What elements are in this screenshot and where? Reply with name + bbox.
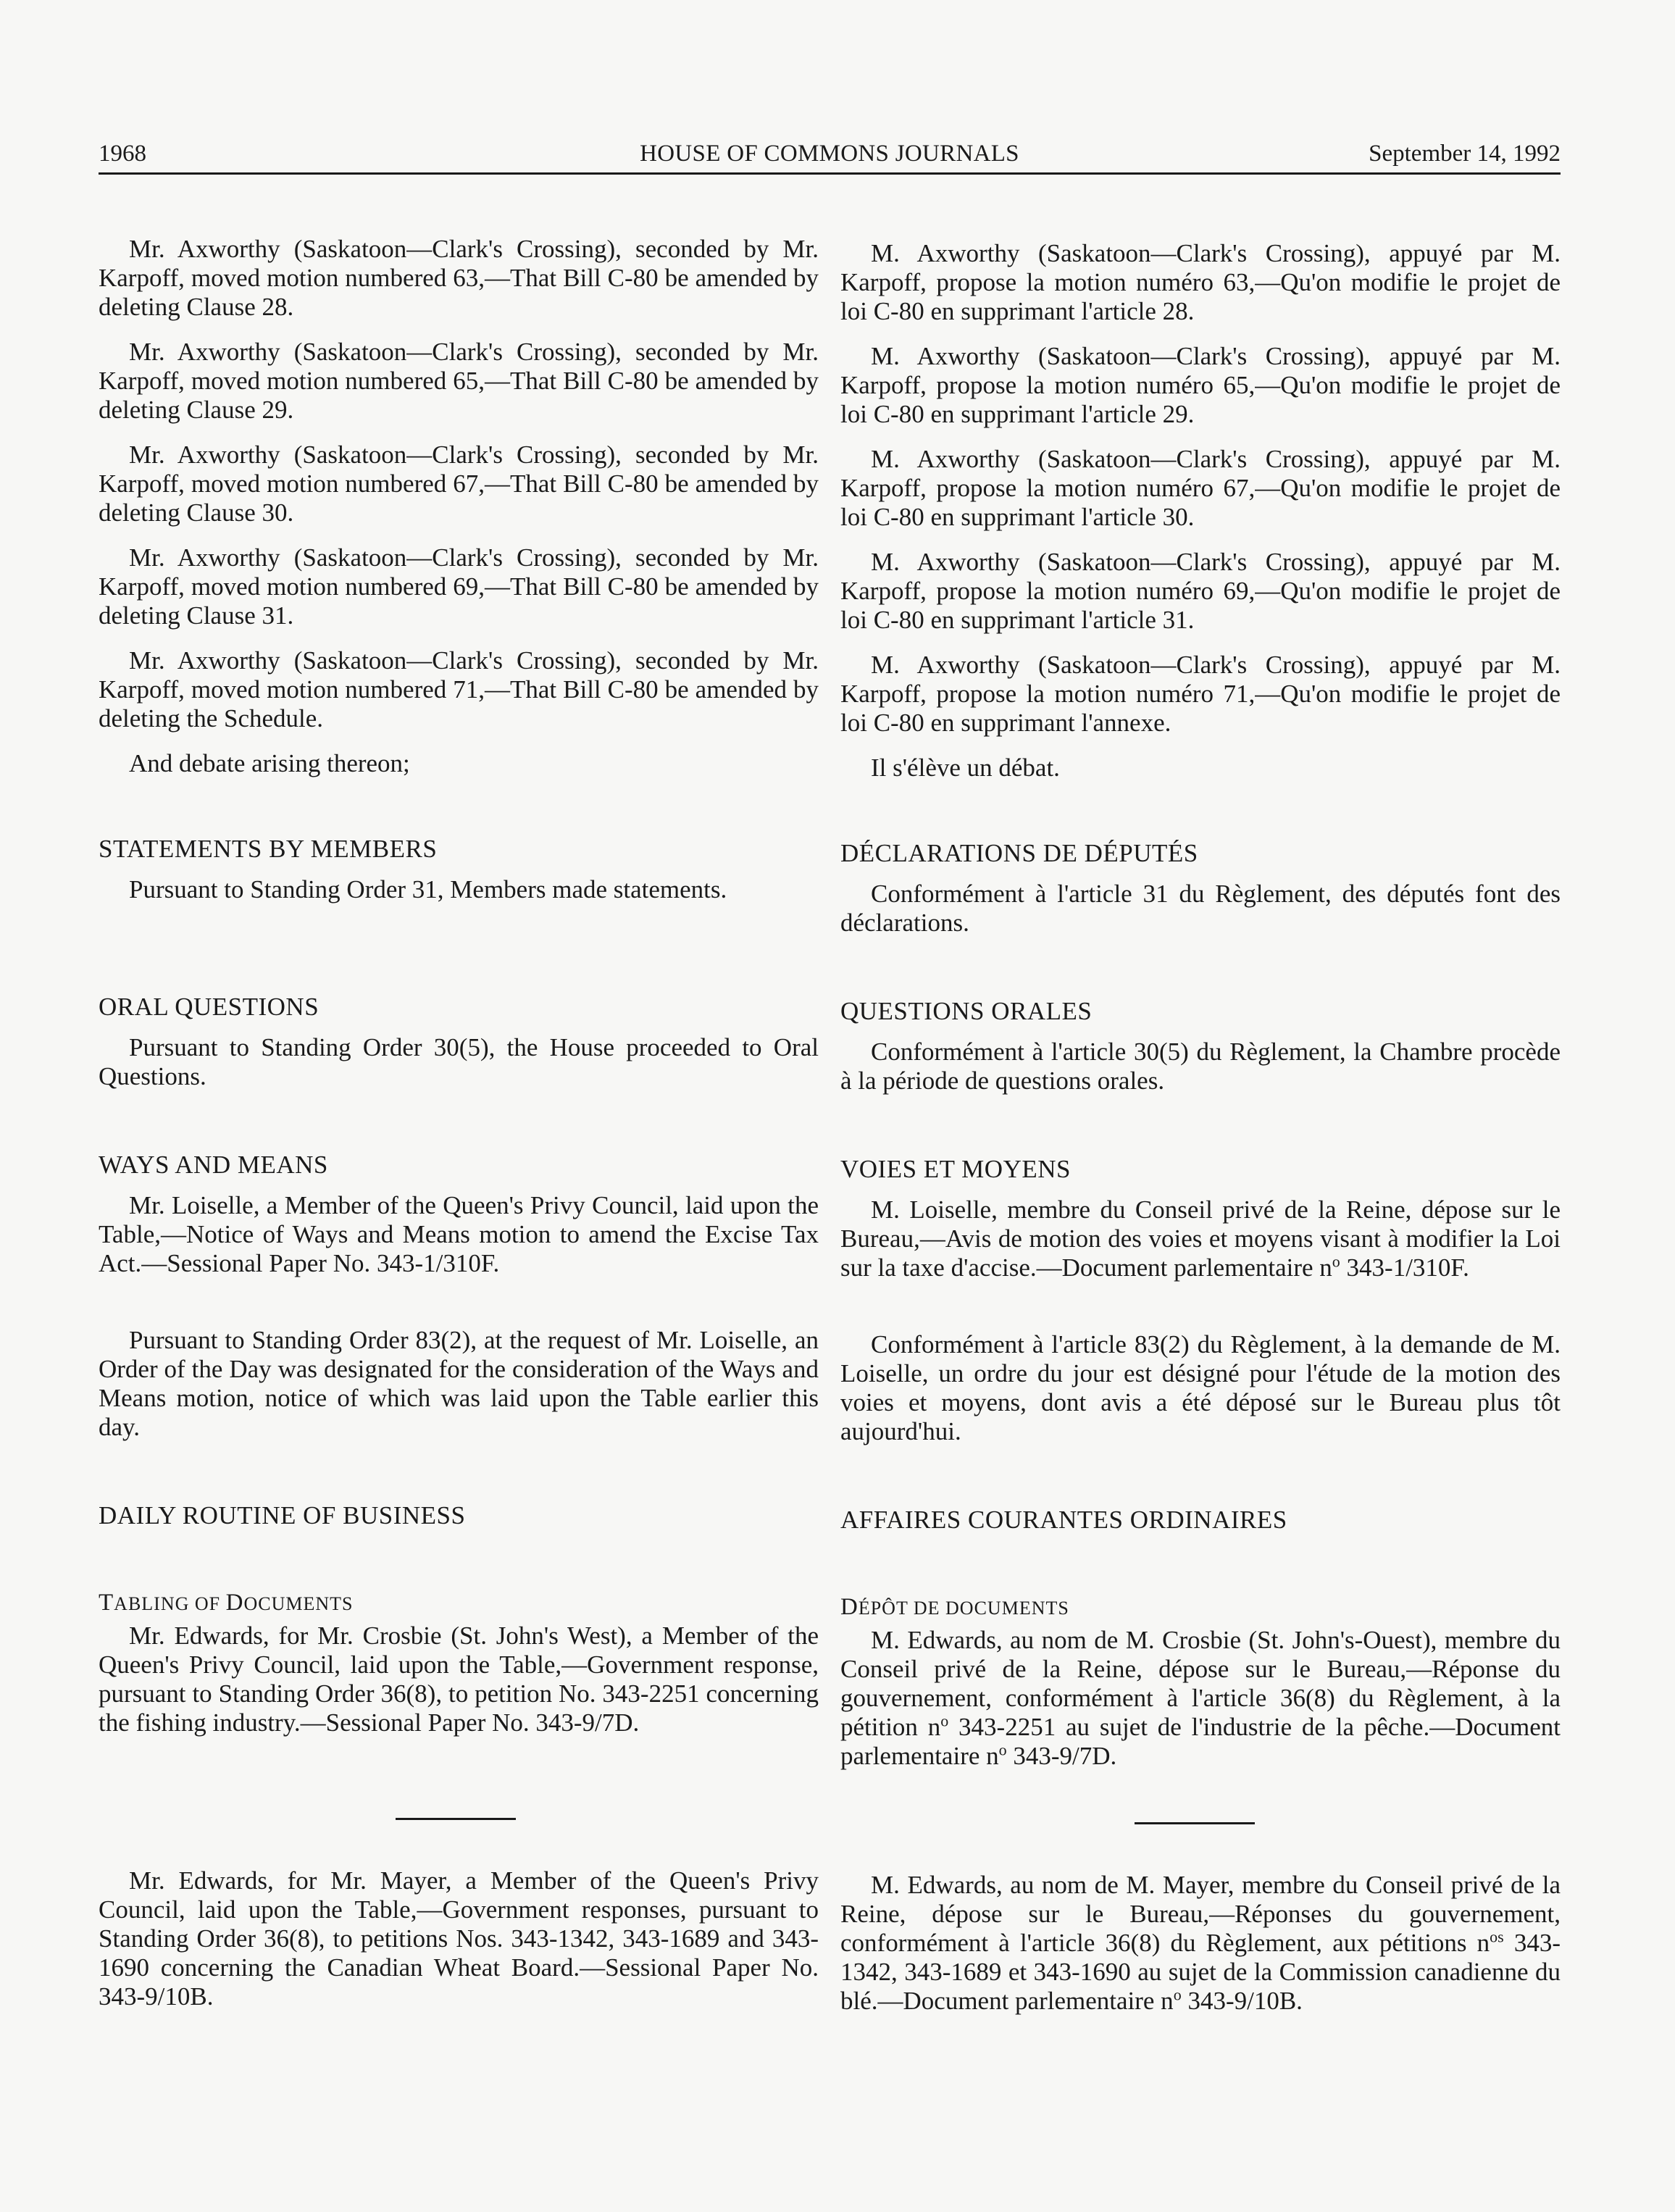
section-text: Mr. Loiselle, a Member of the Queen's Privy Council, laid upon the Table,—Notice of Ways and Means motion to amend the Excise Tax Act.—Sessional Paper No. 343-1/310F. [99, 1191, 819, 1277]
subsection-heading: TABLING OF DOCUMENTS [99, 1590, 354, 1616]
section-text: Pursuant to Standing Order 83(2), at the request of Mr. Loiselle, an Order of the Day was designated for the consideration of the Ways and Means motion, notice of which was laid upon the Table earlier this day. [99, 1326, 819, 1441]
motion-paragraph: Mr. Axworthy (Saskatoon—Clark's Crossing), seconded by Mr. Karpoff, moved motion numbered 63,—That Bill C-80 be amended by deleting Clause 28. [99, 235, 819, 321]
motion-paragraph: M. Axworthy (Saskatoon—Clark's Crossing), appuyé par M. Karpoff, propose la motion numéro 65,—Qu'on modifie le projet de loi C-80 en supprimant l'article 29. [840, 342, 1561, 428]
section-text: Conformément à l'article 83(2) du Règlement, à la demande de M. Loiselle, un ordre du jour est désigné pour l'étude de la motion des voies et moyens, dont avis a été déposé sur le Bureau plus tôt aujourd'hui. [840, 1330, 1561, 1445]
motion-paragraph: M. Axworthy (Saskatoon—Clark's Crossing), appuyé par M. Karpoff, propose la motion numéro 69,—Qu'on modifie le projet de loi C-80 en supprimant l'article 31. [840, 548, 1561, 634]
separator-rule [396, 1818, 516, 1820]
section-ways-and-means [99, 1151, 819, 1278]
section-text: Conformément à l'article 30(5) du Règlement, la Chambre procède à la période de questions orales. [840, 1038, 1561, 1095]
journal-title: HOUSE OF COMMONS JOURNALS [640, 141, 1019, 167]
section-statements [99, 835, 819, 904]
section-text-block [840, 1330, 1561, 1446]
section-text: Conformément à l'article 31 du Règlement, des députés font des déclarations. [840, 880, 1561, 937]
section-oral-questions [840, 997, 1561, 1095]
section-text: Pursuant to Standing Order 31, Members made statements. [129, 875, 727, 903]
section-oral-questions [99, 993, 819, 1091]
section-heading: AFFAIRES COURANTES ORDINAIRES [840, 1506, 1287, 1534]
section-heading: QUESTIONS ORALES [840, 997, 1093, 1025]
section-text: M. Edwards, au nom de M. Crosbie (St. John's-Ouest), membre du Conseil privé de la Reine, dépose sur le Bureau,—Réponse du gouvernement, conformément à l'article 36(8) du Règlement, à la pétition $n^o$ 343-2251 au sujet de l'industrie de la pêche.—Document parlementaire $n^o$ 343-9/7D. [840, 1626, 1561, 1770]
section-heading: VOIES ET MOYENS [840, 1155, 1071, 1183]
section-routine [840, 1506, 1561, 1535]
motion-paragraph: Mr. Axworthy (Saskatoon—Clark's Crossing), seconded by Mr. Karpoff, moved motion numbered 65,—That Bill C-80 be amended by deleting Clause 29. [99, 338, 819, 424]
section-text: M. Loiselle, membre du Conseil privé de la Reine, dépose sur le Bureau,—Avis de motion des voies et moyens visant à modifier la Loi sur la taxe d'accise.—Document parlementaire $n^o$ 343-1/310F. [840, 1195, 1561, 1282]
section-routine [99, 1501, 819, 1530]
section-text-block [99, 1326, 819, 1442]
section-heading: WAYS AND MEANS [99, 1151, 328, 1179]
section-text: Pursuant to Standing Order 30(5), the House proceeded to Oral Questions. [99, 1033, 819, 1090]
section-text-block [99, 1866, 819, 2011]
section-ways-and-means [840, 1155, 1561, 1282]
section-text: Mr. Edwards, for Mr. Mayer, a Member of the Queen's Privy Council, laid upon the Table,—Government responses, pursuant to Standing Order 36(8), to petitions Nos. 343-1342, 343-1689 and 343-1690 concerning the Canadian Wheat Board.—Sessional Paper No. 343-9/10B. [99, 1866, 819, 2011]
motion-paragraph: Mr. Axworthy (Saskatoon—Clark's Crossing), seconded by Mr. Karpoff, moved motion numbered 69,—That Bill C-80 be amended by deleting Clause 31. [99, 543, 819, 630]
subsection-tabling [99, 1590, 819, 1737]
subsection-tabling [840, 1594, 1561, 1771]
motion-paragraph: Mr. Axworthy (Saskatoon—Clark's Crossing), seconded by Mr. Karpoff, moved motion numbered 71,—That Bill C-80 be amended by deleting the Schedule. [99, 646, 819, 733]
subsection-heading: DÉPÔT DE DOCUMENTS [840, 1594, 1069, 1620]
section-text: M. Edwards, au nom de M. Mayer, membre du Conseil privé de la Reine, dépose sur le Bureau,—Réponses du gouvernement, conformément à l'article 36(8) du Règlement, aux pétitions $n^{os}$ 343-1342, 343-1689 et 343-1690 au sujet de la Commission canadienne du blé.—Document parlementaire $n^o$ 343-9/10B. [840, 1871, 1561, 2015]
separator-rule [1135, 1822, 1255, 1824]
page-number: 1968 [99, 141, 146, 167]
journal-date: September 14, 1992 [1369, 141, 1561, 167]
motion-paragraph: M. Axworthy (Saskatoon—Clark's Crossing), appuyé par M. Karpoff, propose la motion numéro 71,—Qu'on modifie le projet de loi C-80 en supprimant l'annexe. [840, 651, 1561, 737]
section-heading: DAILY ROUTINE OF BUSINESS [99, 1501, 466, 1529]
section-text: Mr. Edwards, for Mr. Crosbie (St. John's West), a Member of the Queen's Privy Council, laid upon the Table,—Government response, pursuant to Standing Order 36(8), to petition No. 343-2251 concerning the fishing industry.—Sessional Paper No. 343-9/7D. [99, 1622, 819, 1737]
running-head [99, 136, 1561, 175]
debate-note: And debate arising thereon; [129, 749, 410, 777]
motion-paragraph: M. Axworthy (Saskatoon—Clark's Crossing), appuyé par M. Karpoff, propose la motion numéro 63,—Qu'on modifie le projet de loi C-80 en supprimant l'article 28. [840, 239, 1561, 325]
motion-paragraph: M. Axworthy (Saskatoon—Clark's Crossing), appuyé par M. Karpoff, propose la motion numéro 67,—Qu'on modifie le projet de loi C-80 en supprimant l'article 30. [840, 445, 1561, 531]
motion-paragraph: Mr. Axworthy (Saskatoon—Clark's Crossing), seconded by Mr. Karpoff, moved motion numbered 67,—That Bill C-80 be amended by deleting Clause 30. [99, 441, 819, 527]
section-heading: DÉCLARATIONS DE DÉPUTÉS [840, 839, 1198, 867]
debate-note: Il s'élève un débat. [871, 754, 1060, 782]
section-statements [840, 839, 1561, 938]
section-heading: STATEMENTS BY MEMBERS [99, 835, 438, 863]
section-text-block [840, 1871, 1561, 2016]
section-heading: ORAL QUESTIONS [99, 993, 319, 1021]
